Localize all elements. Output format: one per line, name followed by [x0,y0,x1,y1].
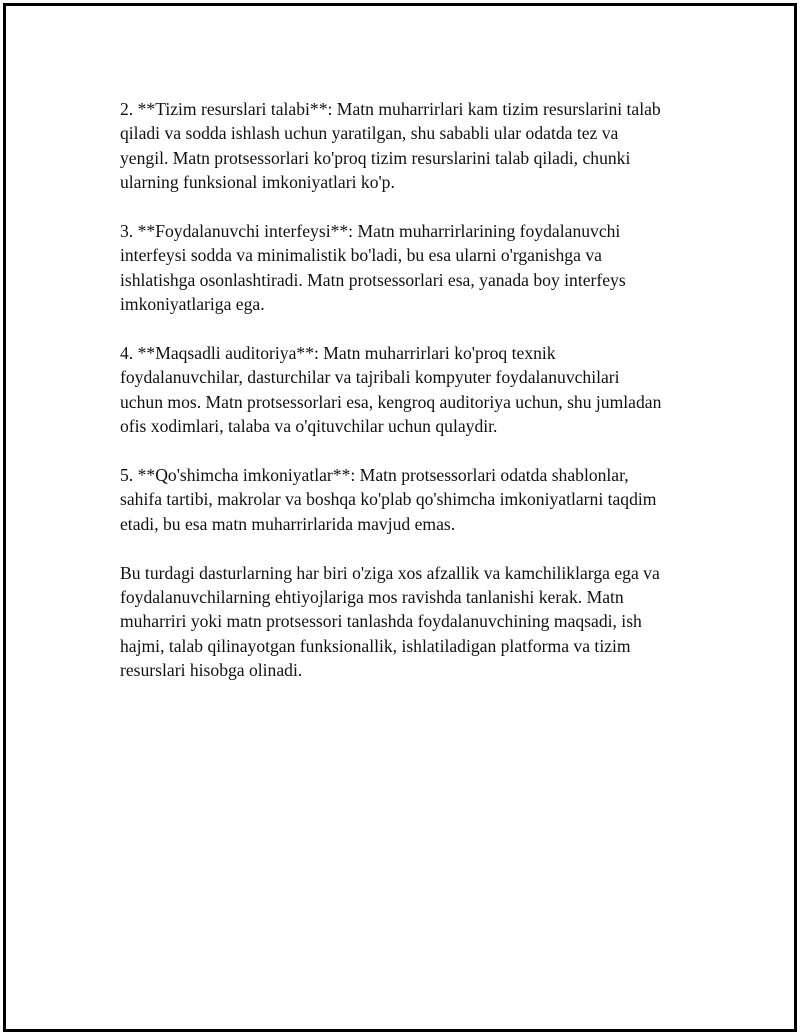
paragraph-additional-features: 5. **Qo'shimcha imkoniyatlar**: Matn protsessorlari odatda shablonlar, sahifa tartibi, makrolar va boshqa ko'plab qo'shimcha imkoniyatlarni taqdim etadi, bu esa matn muharrirlarida mavjud emas. [120,465,657,534]
paragraph-system-resources: 2. **Tizim resurslari talabi**: Matn muharrirlari kam tizim resurslarini talab qiladi va sodda ishlash uchun yaratilgan, shu sababli ular odatda tez va yengil. Matn protsessorlari ko'proq tizim resurslarini talab qiladi, chunki ularning funksional imkoniyatlari ko'p. [120,99,661,193]
document-body [120,97,700,683]
paragraph-user-interface: 3. **Foydalanuvchi interfeysi**: Matn muharrirlarining foydalanuvchi interfeysi sodda va minimalistik bo'ladi, bu esa ularni o'rganishga va ishlatishga osonlashtiradi. Matn protsessorlari esa, yanada boy interfeys imkoniyatlariga ega. [120,221,626,315]
paragraph-conclusion: Bu turdagi dasturlarning har biri o'ziga xos afzallik va kamchiliklarga ega va foydalanuvchilarning ehtiyojlariga mos ravishda tanlanishi kerak. Matn muharriri yoki matn protsessori tanlashda foydalanuvchining maqsadi, ish hajmi, talab qilinayotgan funksionallik, ishlatiladigan platforma va tizim resurslari hisobga olinadi. [120,562,660,681]
paragraph-target-audience: 4. **Maqsadli auditoriya**: Matn muharrirlari ko'proq texnik foydalanuvchilar, dasturchilar va tajribali kompyuter foydalanuvchilari uchun mos. Matn protsessorlari esa, kengroq auditoriya uchun, shu jumladan ofis xodimlari, talaba va o'qituvchilar uchun qulaydir. [120,343,662,437]
page-frame [3,3,797,1032]
